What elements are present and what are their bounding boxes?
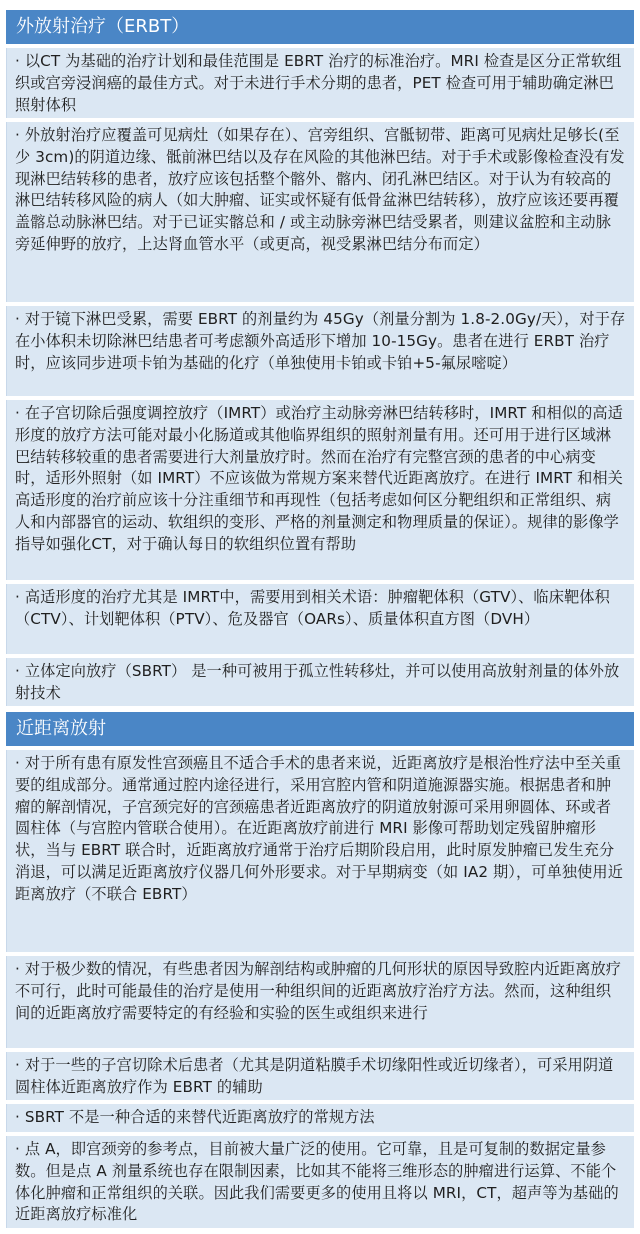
list-item (6, 956, 634, 1048)
section-title: 近距离放射 (16, 718, 106, 739)
list-item (6, 750, 634, 952)
item-text: · 对于极少数的情况，有些患者因为解剖结构或肿瘤的几何形状的原因导致腔内近距离放疗不可行，此时可能最佳的治疗是使用一种组织间的近距离放疗治疗方法。然而，这种组织间的近距离放疗需要特定的有经验和实验的医生或组织来进行 (15, 960, 622, 1022)
item-text: · 对于一些的子宫切除术后患者（尤其是阴道粘膜手术切缘阳性或近切缘者），可采用阴道圆柱体近距离放疗作为 EBRT 的辅助 (15, 1056, 614, 1096)
list-item (6, 658, 634, 706)
list-item (6, 584, 634, 654)
list-item (6, 400, 634, 580)
list-item (6, 48, 634, 118)
item-text: · 对于镜下淋巴受累，需要 EBRT 的剂量约为 45Gy（剂量分割为 1.8-2.0Gy/天），对于存在小体积未切除淋巴结患者可考虑额外高适形下增加 10-15Gy。患者在进行 ERBT 治疗时，应该同步进项卡铂为基础的化疗（单独使用卡铂或卡铂+5-氟尿嘧啶） (15, 310, 626, 372)
item-text: · 点 A，即宫颈旁的参考点，目前被大量广泛的使用。它可靠，且是可复制的数据定量参数。但是点 A 剂量系统也存在限制因素，比如其不能将三维形态的肿瘤进行运算、不能个体化肿瘤和正常组织的关联。因此我们需要更多的使用且将以 MRI，CT，超声等为基础的近距离放疗标准化 (15, 1140, 619, 1224)
list-item (6, 306, 634, 396)
list-item (6, 1104, 634, 1132)
item-text: · 立体定向放疗（SBRT） 是一种可被用于孤立性转移灶，并可以使用高放射剂量的体外放射技术 (15, 662, 620, 702)
item-text: · 以CT 为基础的治疗计划和最佳范围是 EBRT 治疗的标准治疗。MRI 检查是区分正常软组织或宫旁浸润癌的最佳方式。对于未进行手术分期的患者，PET 检查可用于辅助确定淋巴照射体积 (15, 52, 622, 114)
section-header-brachytherapy (6, 712, 634, 746)
item-text: · 对于所有患有原发性宫颈癌且不适合手术的患者来说，近距离放疗是根治性疗法中至关重要的组成部分。通常通过腔内途径进行，采用宫腔内管和阴道施源器实施。根据患者和肿瘤的解剖情况，子宫颈完好的宫颈癌患者近距离放疗的阴道放射源可采用卵圆体、环或者圆柱体（与宫腔内管联合使用）。在近距离放疗前进行 MRI 影像可帮助划定残留肿瘤形状，当与 EBRT 联合时，近距离放疗通常于治疗后期阶段启用，此时原发肿瘤已发生充分消退，可以满足近距离放疗仪器几何外形要求。对于早期病变（如 IA2 期），可单独使用近距离放疗（不联合 EBRT） (15, 754, 624, 903)
list-item (6, 1052, 634, 1100)
list-item (6, 1136, 634, 1228)
item-text: · 外放射治疗应覆盖可见病灶（如果存在）、宫旁组织、宫骶韧带、距离可见病灶足够长(至少 3cm)的阴道边缘、骶前淋巴结以及存在风险的其他淋巴结。对于手术或影像检查没有发现淋巴结转移的患者，放疗应该包括整个髂外、髂内、闭孔淋巴结区。对于认为有较高的淋巴结转移风险的病人（如大肿瘤、证实或怀疑有低骨盆淋巴结转移），放疗应该还要再覆盖髂总动脉淋巴结。对于已证实髂总和 / 或主动脉旁淋巴结受累者，则建议盆腔和主动脉旁延伸野的放疗，上达肾血管水平（或更高，视受累淋巴结分布而定） (15, 126, 625, 253)
item-text: · 高适形度的治疗尤其是 IMRT中，需要用到相关术语：肿瘤靶体积（GTV）、临床靶体积（CTV）、计划靶体积（PTV）、危及器官（OARs）、质量体积直方图（DVH） (15, 588, 610, 628)
list-item (6, 122, 634, 302)
item-text: · 在子宫切除后强度调控放疗（IMRT）或治疗主动脉旁淋巴结转移时，IMRT 和相似的高适形度的放疗方法可能对最小化肠道或其他临界组织的照射剂量有用。还可用于进行区域淋巴结转移较重的患者需要进行大剂量放疗时。然而在治疗有完整宫颈的患者的中心病变时，适形外照射（如 IMRT）不应该做为常规方案来替代近距离放疗。在进行 IMRT 和相关高适形度的治疗前应该十分注重细节和再现性（包括考虑如何区分靶组织和正常组织、病人和内部器官的运动、软组织的变形、严格的剂量测定和物理质量的保证）。规律的影像学指导如强化CT，对于确认每日的软组织位置有帮助 (15, 404, 623, 553)
section-header-ebrt (6, 10, 634, 44)
section-title: 外放射治疗（ERBT） (16, 16, 190, 37)
item-text: · SBRT 不是一种合适的来替代近距离放疗的常规方法 (15, 1108, 375, 1126)
